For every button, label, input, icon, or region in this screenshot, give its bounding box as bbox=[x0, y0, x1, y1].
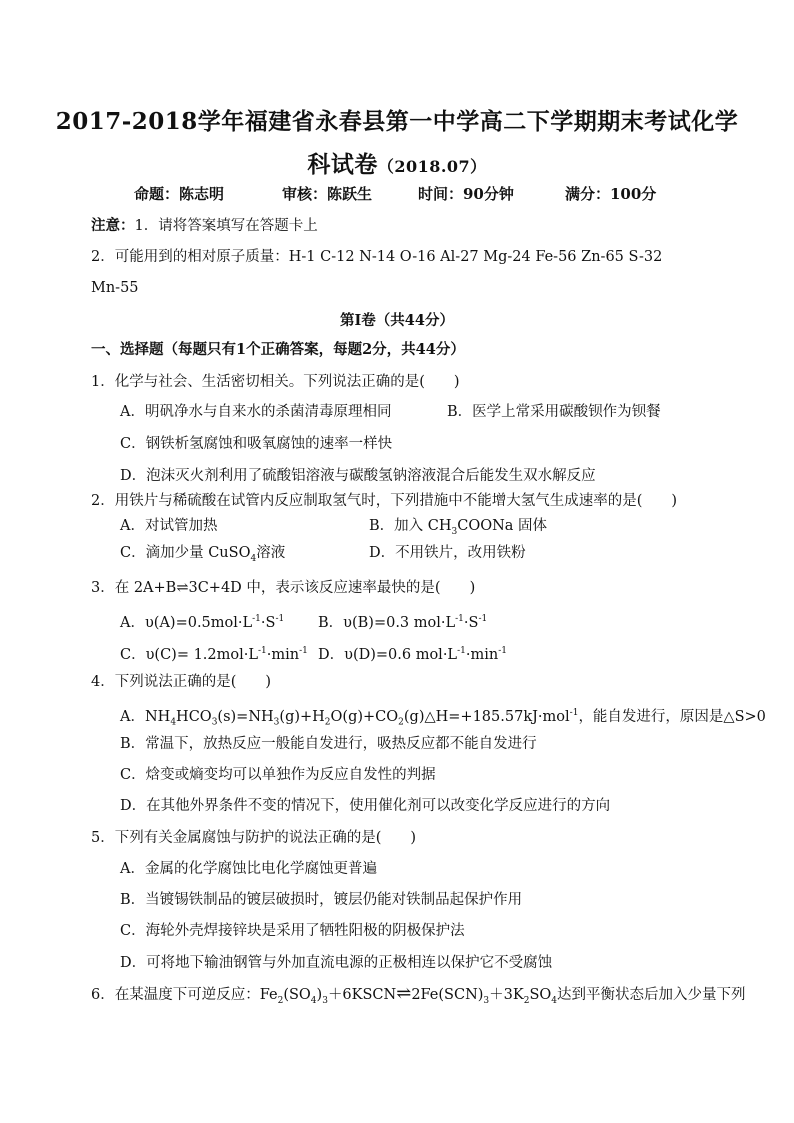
full-score: 满分：100分 bbox=[565, 185, 657, 203]
q4-a-t2: HCO bbox=[176, 708, 212, 725]
q4-a-t3: (s)=NH bbox=[217, 708, 274, 725]
q4-a-t6: (g)△H=+185.57kJ·mol bbox=[403, 708, 570, 725]
q3-b-unit: ·S bbox=[463, 614, 479, 631]
q3-b-sup2: -1 bbox=[478, 614, 488, 624]
q6-t1: 6．在某温度下可逆反应：Fe bbox=[91, 987, 278, 1003]
q4-option-b: B．常温下，放热反应一般能自发进行，吸热反应都不能自发进行 bbox=[120, 736, 537, 752]
q4-a-t5: O(g)+CO bbox=[330, 708, 399, 725]
q4-a-t7: ，能自发进行，原因是△S>0 bbox=[578, 708, 766, 725]
q5-option-b: B．当镀锡铁制品的镀层破损时，镀层仍能对铁制品起保护作用 bbox=[120, 892, 523, 908]
q3-option-b bbox=[318, 609, 487, 633]
q1-option-d: D．泡沫灭火剂利用了硫酸铝溶液与碳酸氢钠溶液混合后能发生双水解反应 bbox=[120, 468, 596, 484]
q6-t7: SO bbox=[529, 987, 552, 1003]
q3-d-sup: -1 bbox=[457, 646, 466, 656]
q4-a-s3: 3 bbox=[273, 717, 280, 728]
note-item-2-cont: Mn-55 bbox=[91, 280, 139, 296]
q3-a-unit: ·S bbox=[260, 614, 276, 631]
q4-a-sup: -1 bbox=[569, 708, 579, 718]
q4-a-s2: 3 bbox=[211, 717, 218, 728]
part-title: 一、选择题（每题只有1个正确答案，每题2分，共44分） bbox=[91, 341, 465, 358]
q4-a-s4: 2 bbox=[324, 717, 331, 728]
q5-option-a: A．金属的化学腐蚀比电化学腐蚀更普遍 bbox=[120, 861, 377, 877]
q6-s5: 2 bbox=[523, 995, 530, 1006]
q6-t8: 达到平衡状态后加入少量下列 bbox=[557, 987, 746, 1003]
q2-c-text-end: 溶液 bbox=[256, 545, 286, 561]
q2-c-text: C．滴加少量 CuSO bbox=[120, 545, 251, 561]
note-item-2: 2．可能用到的相对原子质量：H-1 C-12 N-14 O-16 Al-27 Mg-24 Fe-56 Zn-65 S-32 bbox=[91, 249, 663, 265]
q4-a-t1: A．NH bbox=[120, 708, 171, 725]
q3-a-sup: -1 bbox=[252, 614, 261, 624]
q5-option-c: C．海轮外壳焊接锌块是采用了牺牲阳极的阴极保护法 bbox=[120, 923, 465, 939]
q2-b-text-end: COONa 固体 bbox=[457, 518, 548, 534]
q4-stem: 4．下列说法正确的是( ) bbox=[91, 674, 272, 690]
q2-b-text: B．加入 CH bbox=[369, 518, 452, 534]
q3-c-unit: ·min bbox=[266, 646, 300, 663]
q6-s4: 3 bbox=[483, 995, 490, 1006]
q6-s3: 3 bbox=[322, 995, 328, 1006]
q3-d-text: D．υ(D)=0.6 mol·L bbox=[318, 646, 458, 663]
q4-a-t4: (g)+H bbox=[279, 708, 325, 725]
setter: 命题：陈志明 bbox=[134, 185, 225, 203]
q6-t2: (SO bbox=[283, 987, 311, 1003]
q3-d-sup2: -1 bbox=[498, 646, 507, 656]
exam-title-subject: 科试卷 bbox=[307, 151, 378, 178]
note-item-1: 1．请将答案填写在答题卡上 bbox=[134, 218, 318, 234]
q3-a-sup2: -1 bbox=[275, 614, 285, 624]
q2-option-c bbox=[120, 543, 285, 569]
q3-c-text: C．υ(C)= 1.2mol·L bbox=[120, 646, 258, 663]
q6-s6: 4 bbox=[551, 995, 558, 1006]
q3-b-text: B．υ(B)=0.3 mol·L bbox=[318, 614, 456, 631]
q5-option-d: D．可将地下输油钢管与外加直流电源的正极相连以保护它不受腐蚀 bbox=[120, 955, 553, 971]
equilibrium-arrow-icon: ⇌ bbox=[396, 983, 412, 1004]
q1-option-a: A．明矾净水与自来水的杀菌清毒原理相同 bbox=[120, 404, 392, 420]
q4-a-s5: 2 bbox=[398, 717, 404, 728]
q2-c-sub: 4 bbox=[250, 553, 257, 564]
q3-stem: 3．在 2A+B⇌3C+4D 中，表示该反应速率最快的是( ) bbox=[91, 580, 476, 596]
q3-c-sup2: -1 bbox=[299, 646, 308, 656]
q4-option-c: C．焓变或熵变均可以单独作为反应自发性的判据 bbox=[120, 767, 436, 783]
q5-stem: 5．下列有关金属腐蚀与防护的说法正确的是( ) bbox=[91, 830, 417, 846]
q3-d-unit: ·min bbox=[465, 646, 499, 663]
q1-option-c: C．钢铁析氢腐蚀和吸氧腐蚀的速率一样快 bbox=[120, 436, 393, 452]
exam-title-date: （2018.07） bbox=[377, 157, 487, 176]
exam-title-line2 bbox=[0, 146, 794, 179]
q6-s1: 2 bbox=[277, 995, 284, 1006]
q6-t4: ＋6KSCN bbox=[327, 987, 397, 1003]
exam-time: 时间：90分钟 bbox=[418, 185, 514, 203]
q6-t6: ＋3K bbox=[489, 987, 524, 1003]
q1-stem: 1．化学与社会、生活密切相关。下列说法正确的是( ) bbox=[91, 374, 460, 390]
q2-option-b bbox=[369, 516, 547, 542]
exam-title-line1: 2017-2018学年福建省永春县第一中学高二下学期期末考试化学 bbox=[55, 108, 739, 135]
q2-b-sub: 3 bbox=[451, 526, 458, 537]
note-line-1 bbox=[91, 216, 318, 236]
q3-option-c bbox=[120, 641, 308, 665]
q6-s2: 4 bbox=[310, 995, 317, 1006]
q3-option-d bbox=[318, 641, 507, 665]
q4-a-s1: 4 bbox=[170, 717, 177, 728]
reviewer: 审核：陈跃生 bbox=[282, 185, 373, 203]
q3-option-a bbox=[120, 609, 284, 633]
q2-option-d: D．不用铁片，改用铁粉 bbox=[369, 545, 526, 561]
q1-option-b: B．医学上常采用碳酸钡作为钡餐 bbox=[447, 404, 661, 420]
q6-t3: ) bbox=[316, 987, 323, 1003]
q3-b-sup: -1 bbox=[455, 614, 464, 624]
volume-title: 第Ⅰ卷（共44分） bbox=[340, 312, 454, 329]
q2-option-a: A．对试管加热 bbox=[120, 518, 218, 534]
q6-stem bbox=[91, 984, 746, 1011]
q4-option-a bbox=[120, 703, 766, 733]
q6-t5: 2Fe(SCN) bbox=[411, 987, 484, 1003]
note-label: 注意： bbox=[91, 217, 135, 234]
q2-stem: 2．用铁片与稀硫酸在试管内反应制取氢气时，下列措施中不能增大氢气生成速率的是( ) bbox=[91, 493, 678, 509]
q4-option-d: D．在其他外界条件不变的情况下，使用催化剂可以改变化学反应进行的方向 bbox=[120, 798, 611, 814]
q3-c-sup: -1 bbox=[258, 646, 267, 656]
q3-a-text: A．υ(A)=0.5mol·L bbox=[120, 614, 253, 631]
